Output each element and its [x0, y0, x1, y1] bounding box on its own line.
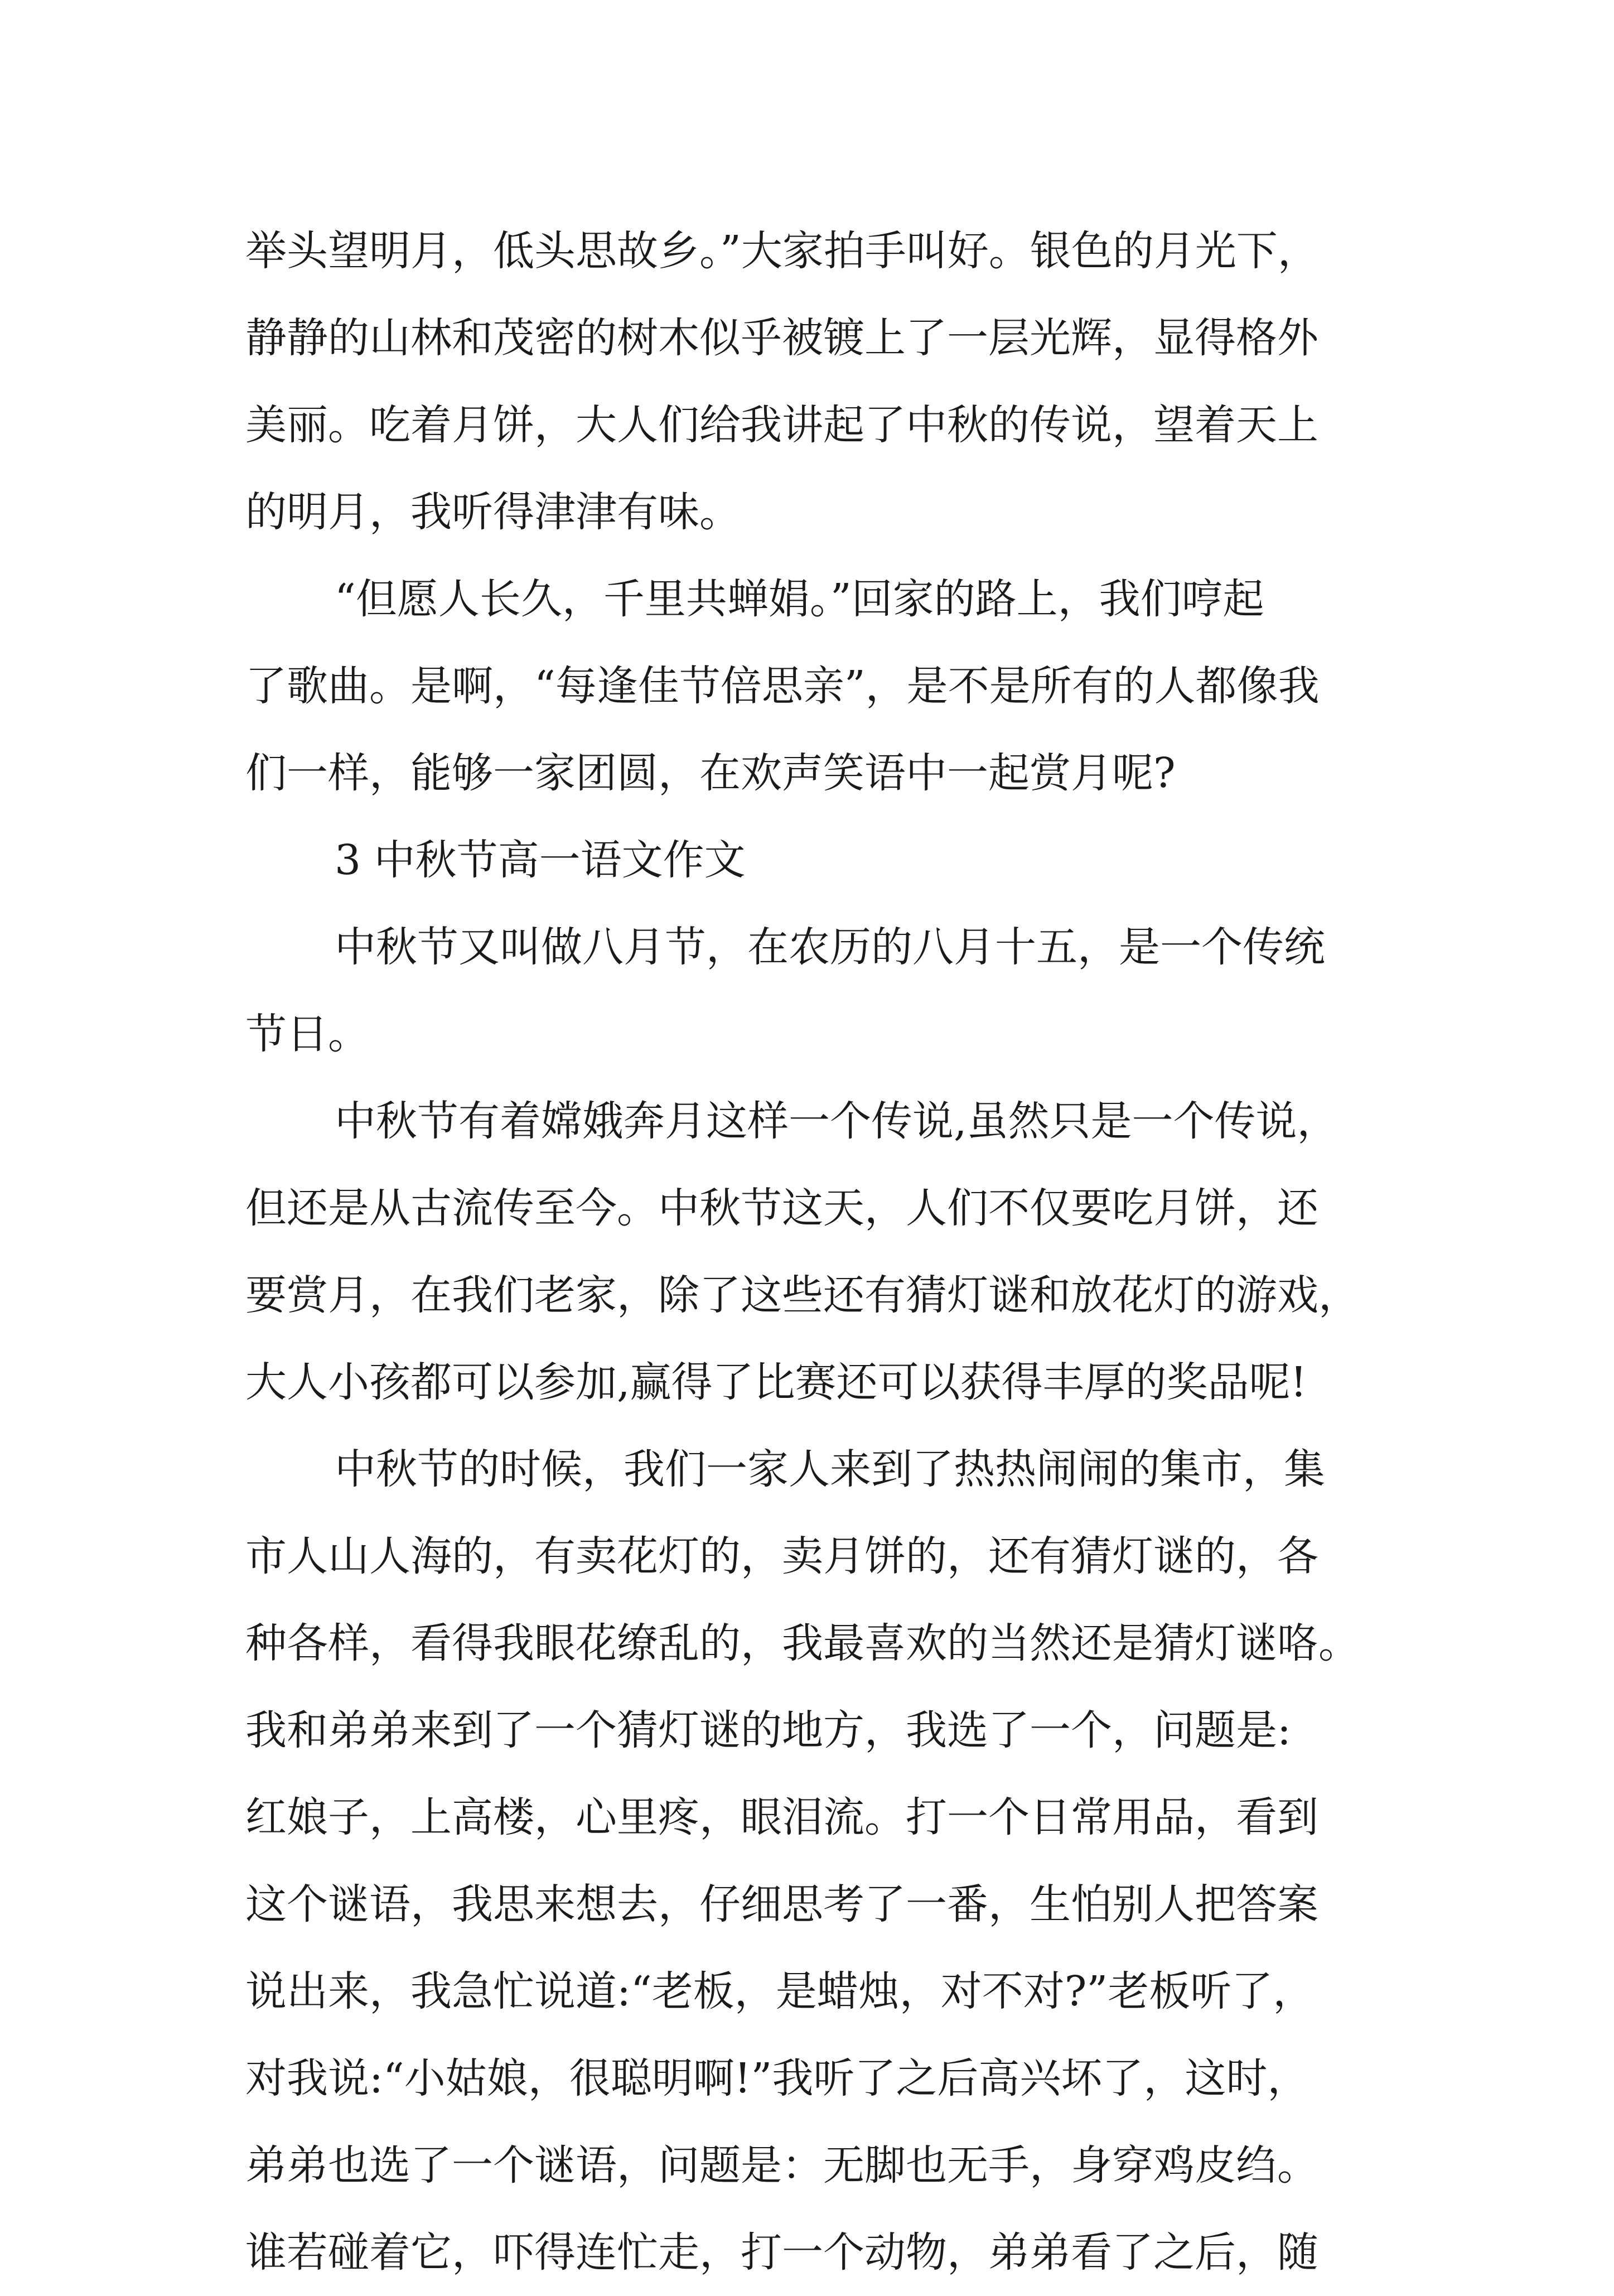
text-line: 说出来，我急忙说道:“老板，是蜡烛，对不对?”老板听了，: [245, 1967, 1315, 2015]
text-line: 要赏月，在我们老家，除了这些还有猜灯谜和放花灯的游戏，: [245, 1271, 1360, 1319]
text-line: 3 中秋节高一语文作文: [335, 836, 746, 884]
text-line: 节日。: [245, 1010, 369, 1058]
text-line: 红娘子，上高楼，心里疼，眼泪流。打一个日常用品，看到: [245, 1793, 1318, 1841]
text-line: 了歌曲。是啊，“每逢佳节倍思亲”，是不是所有的人都像我: [245, 662, 1320, 710]
text-line: 种各样，看得我眼花缭乱的，我最喜欢的当然还是猜灯谜咯。: [245, 1619, 1360, 1667]
text-line: 这个谜语，我思来想去，仔细思考了一番，生怕别人把答案: [245, 1880, 1318, 1928]
text-line: 举头望明月，低头思故乡。”大家拍手叫好。银色的月光下，: [245, 227, 1319, 275]
text-line: 美丽。吃着月饼，大人们给我讲起了中秋的传说，望着天上: [245, 401, 1318, 449]
text-line: 中秋节的时候，我们一家人来到了热热闹闹的集市，集: [335, 1445, 1325, 1493]
body-text: [245, 208, 1372, 2296]
text-line: 市人山人海的，有卖花灯的，卖月饼的，还有猜灯谜的，各: [245, 1532, 1318, 1580]
text-line: 谁若碰着它，吓得连忙走，打一个动物，弟弟看了之后，随: [245, 2229, 1318, 2276]
text-line: 对我说:“小姑娘，很聪明啊!”我听了之后高兴坏了，这时，: [245, 2054, 1309, 2102]
text-line: 中秋节又叫做八月节，在农历的八月十五，是一个传统: [335, 923, 1325, 971]
text-line: 静静的山林和茂密的树木似乎被镀上了一层光辉，显得格外: [245, 314, 1318, 362]
text-line: “但愿人长久，千里共蝉娟。”回家的路上，我们哼起: [335, 575, 1264, 623]
text-line: 中秋节有着嫦娥奔月这样一个传说,虽然只是一个传说，: [335, 1097, 1338, 1145]
text-line: 大人小孩都可以参加,赢得了比赛还可以获得丰厚的奖品呢!: [245, 1358, 1307, 1406]
text-line: 们一样，能够一家团圆，在欢声笑语中一起赏月呢?: [245, 749, 1176, 797]
text-line: 弟弟也选了一个谜语，问题是：无脚也无手，身穿鸡皮绉。: [245, 2141, 1318, 2189]
text-line: 我和弟弟来到了一个猜灯谜的地方，我选了一个，问题是:: [245, 1706, 1291, 1754]
text-line: 的明月，我听得津津有味。: [245, 488, 741, 536]
text-line: 但还是从古流传至今。中秋节这天，人们不仅要吃月饼，还: [245, 1184, 1318, 1232]
